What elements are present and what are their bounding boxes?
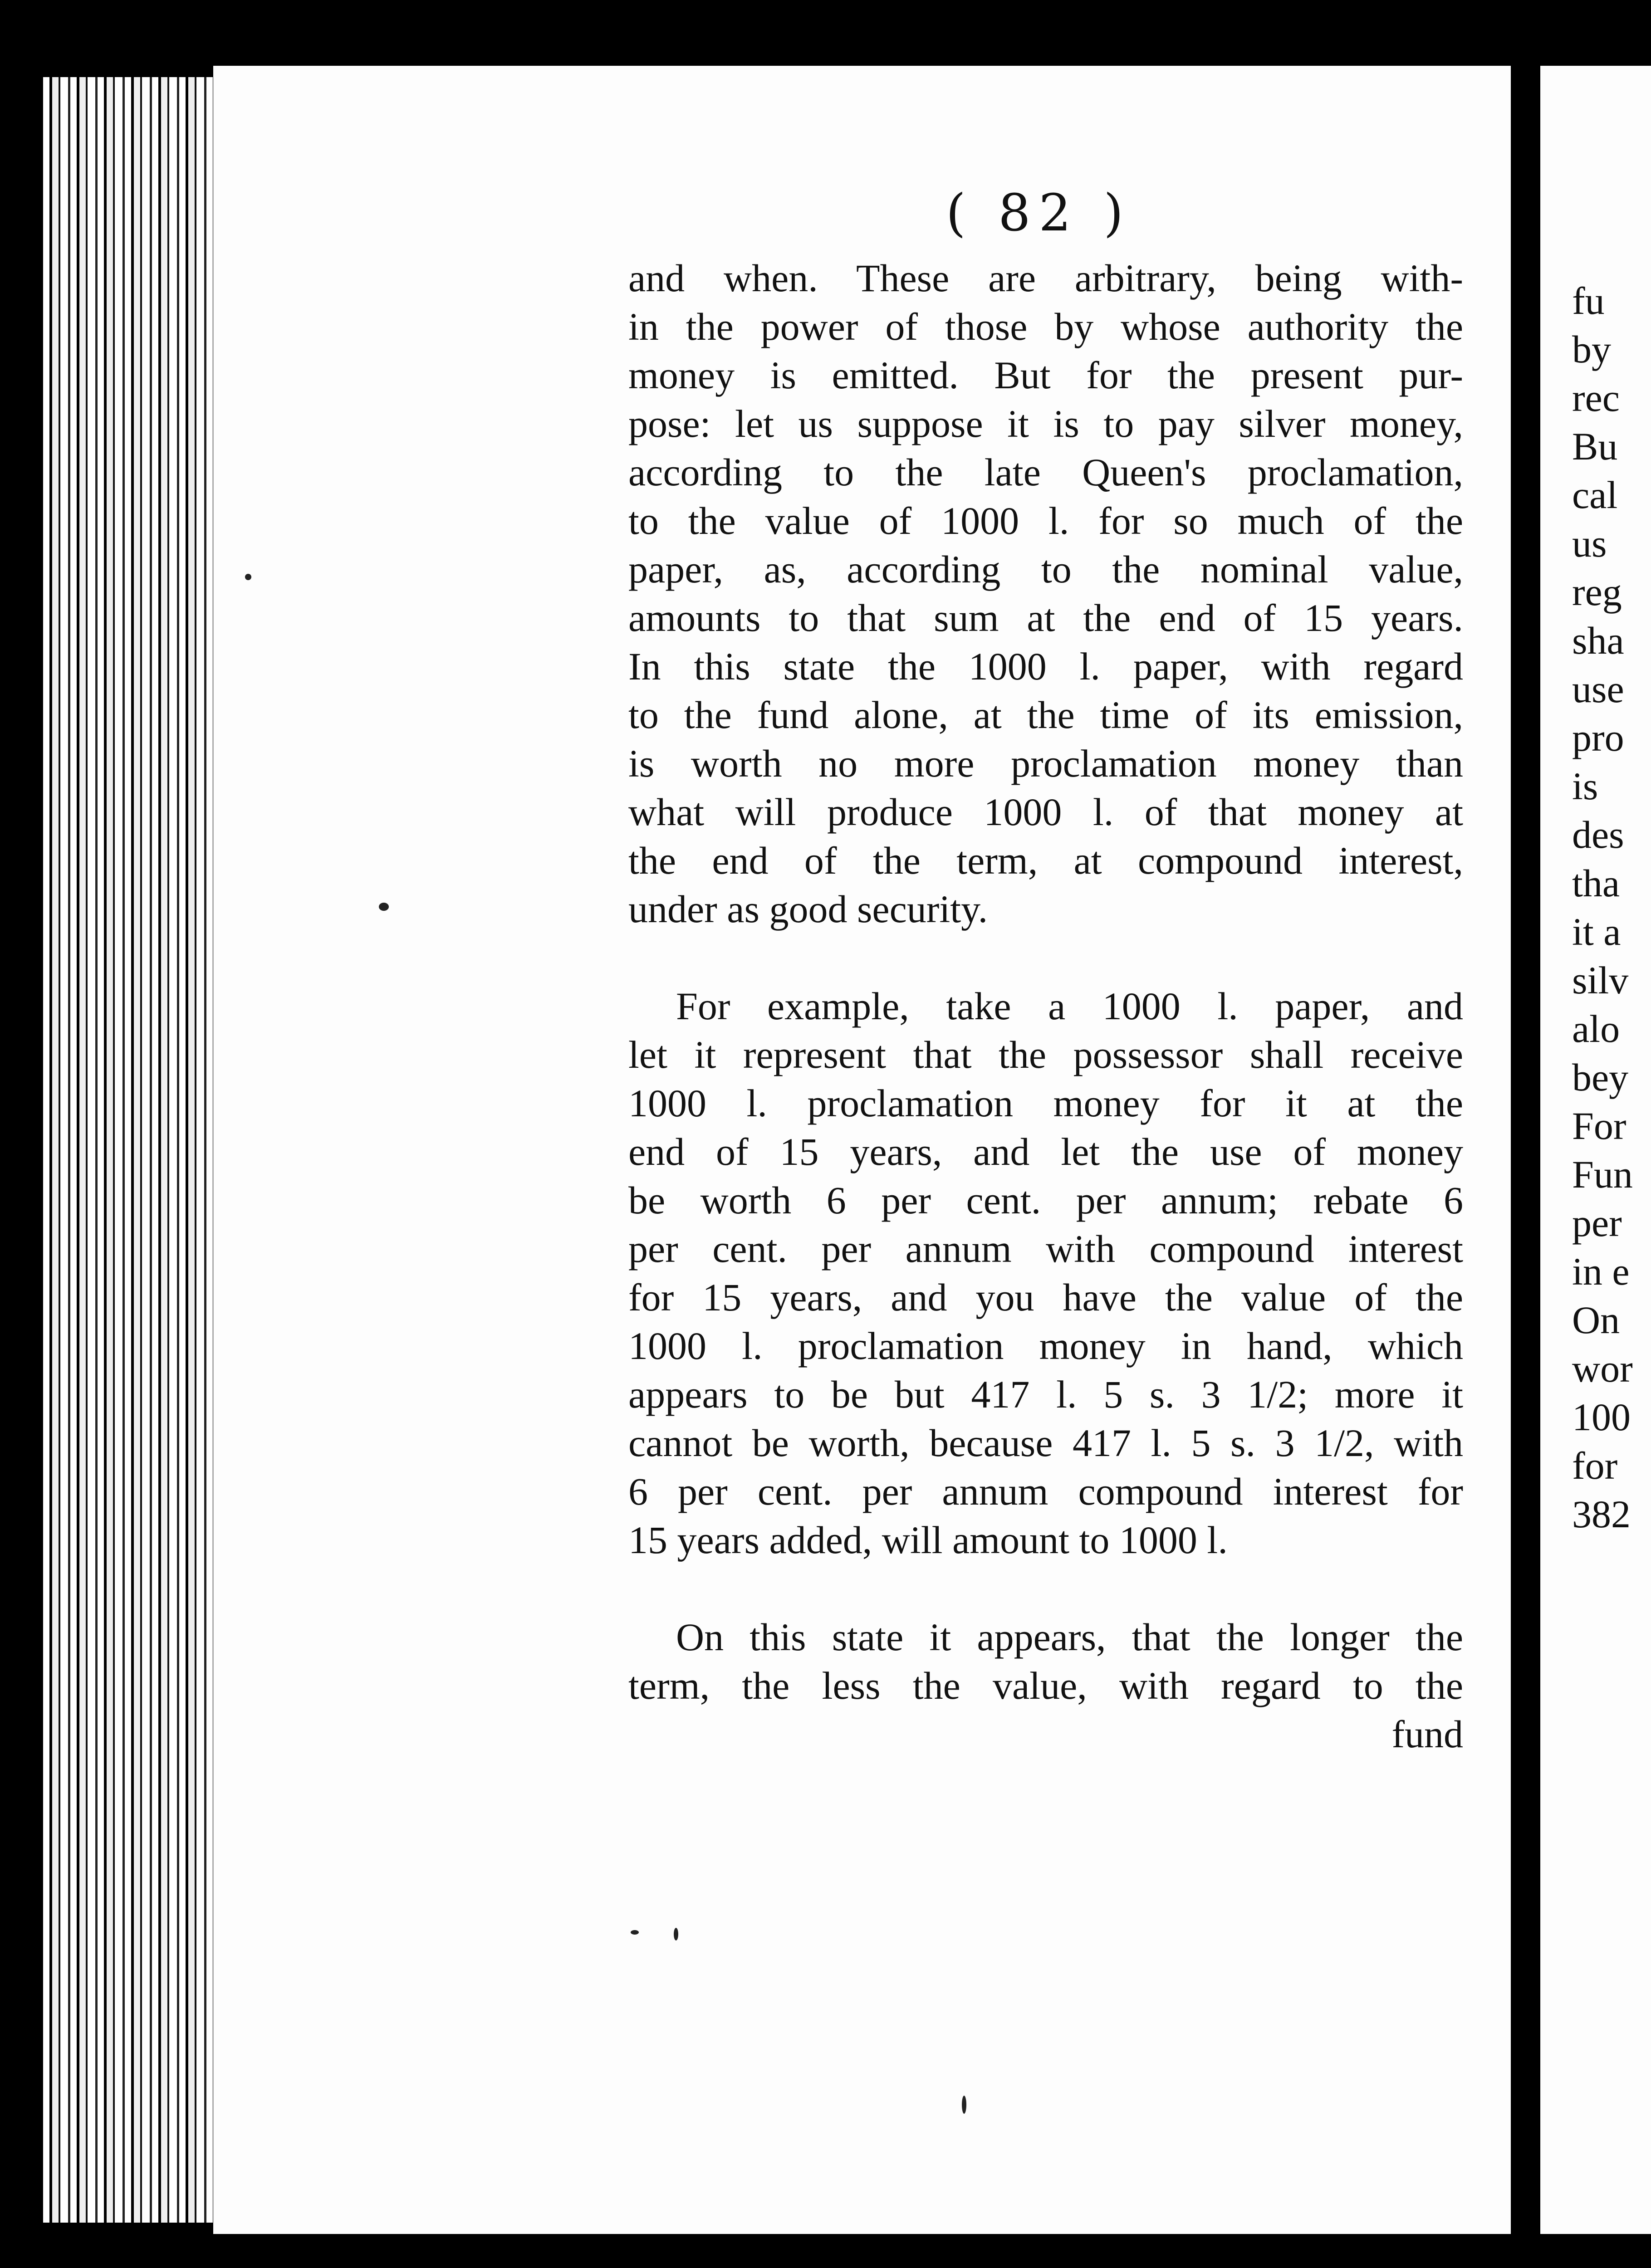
catchword: fund [1391, 1712, 1463, 1756]
text-line: term, the less the value, with regard to the [628, 1664, 1463, 1707]
text-line: to the value of 1000 l. for so much of the [628, 499, 1463, 543]
text-line: what will produce 1000 l. of that money at [628, 790, 1463, 834]
text-line: For example, take a 1000 l. paper, and [676, 984, 1463, 1028]
text-line: in the power of those by whose authority the [628, 305, 1463, 348]
ink-speck [245, 574, 251, 580]
text-line: paper, as, according to the nominal value, [628, 547, 1463, 591]
fragment-line: alo [1572, 1007, 1620, 1051]
fragment-line: reg [1572, 570, 1622, 614]
fragment-line: sha [1572, 619, 1624, 662]
fragment-line: tha [1572, 861, 1620, 905]
fragment-line: 100 [1572, 1395, 1631, 1439]
text-line: end of 15 years, and let the use of money [628, 1130, 1463, 1173]
text-line: and when. These are arbitrary, being with- [628, 256, 1463, 300]
ink-speck [379, 903, 389, 911]
fragment-line: Bu [1572, 425, 1618, 468]
fragment-line: cal [1572, 473, 1618, 517]
fragment-line: per [1572, 1201, 1622, 1245]
fragment-line: use [1572, 667, 1624, 711]
fragment-line: For [1572, 1104, 1627, 1148]
ink-speck [631, 1930, 639, 1935]
fragment-line: pro [1572, 716, 1624, 759]
fragment-line: for [1572, 1444, 1618, 1487]
fragment-line: On [1572, 1298, 1620, 1342]
text-line: cannot be worth, because 417 l. 5 s. 3 1/2, with [628, 1421, 1463, 1465]
book-spine-edge [43, 77, 216, 2223]
text-line: 15 years added, will amount to 1000 l. [628, 1518, 1228, 1562]
text-line: the end of the term, at compound interest, [628, 839, 1463, 882]
text-line: pose: let us suppose it is to pay silver money, [628, 402, 1463, 445]
page-body-text [628, 254, 1463, 1759]
text-line: per cent. per annum with compound interest [628, 1227, 1463, 1271]
text-line: let it represent that the possessor shall receive [628, 1033, 1463, 1076]
ink-speck [674, 1928, 678, 1941]
text-line: appears to be but 417 l. 5 s. 3 1/2; more it [628, 1373, 1463, 1416]
fragment-line: us [1572, 522, 1607, 565]
text-line: money is emitted. But for the present pur- [628, 353, 1463, 397]
fragment-line: in e [1572, 1250, 1630, 1293]
fragment-line: it a [1572, 910, 1621, 953]
fragment-line: des [1572, 813, 1624, 856]
fragment-line: 382 [1572, 1492, 1631, 1536]
fragment-line: fu [1572, 279, 1605, 323]
text-line: 1000 l. proclamation money in hand, which [628, 1324, 1463, 1368]
fragment-line: bey [1572, 1056, 1629, 1099]
page-number: ( 82 ) [946, 184, 1132, 243]
text-line: In this state the 1000 l. paper, with regard [628, 645, 1463, 688]
text-line: for 15 years, and you have the value of the [628, 1276, 1463, 1319]
text-line: according to the late Queen's proclamation, [628, 450, 1463, 494]
text-line: 1000 l. proclamation money for it at the [628, 1081, 1463, 1125]
facing-page-fragment [1540, 66, 1651, 2234]
text-line: to the fund alone, at the time of its emission, [628, 693, 1463, 737]
text-line: be worth 6 per cent. per annum; rebate 6 [628, 1178, 1463, 1222]
fragment-line: by [1572, 327, 1611, 371]
fragment-line: Fun [1572, 1153, 1633, 1196]
fragment-line: rec [1572, 376, 1620, 420]
fragment-line: is [1572, 764, 1598, 808]
text-line: On this state it appears, that the longer the [676, 1615, 1463, 1659]
text-line: 6 per cent. per annum compound interest for [628, 1470, 1463, 1513]
text-line: amounts to that sum at the end of 15 years. [628, 596, 1463, 640]
ink-speck [962, 2096, 966, 2114]
text-line: under as good security. [628, 887, 988, 931]
fragment-line: silv [1572, 958, 1629, 1002]
fragment-line: wor [1572, 1347, 1633, 1390]
text-line: is worth no more proclamation money than [628, 742, 1463, 785]
